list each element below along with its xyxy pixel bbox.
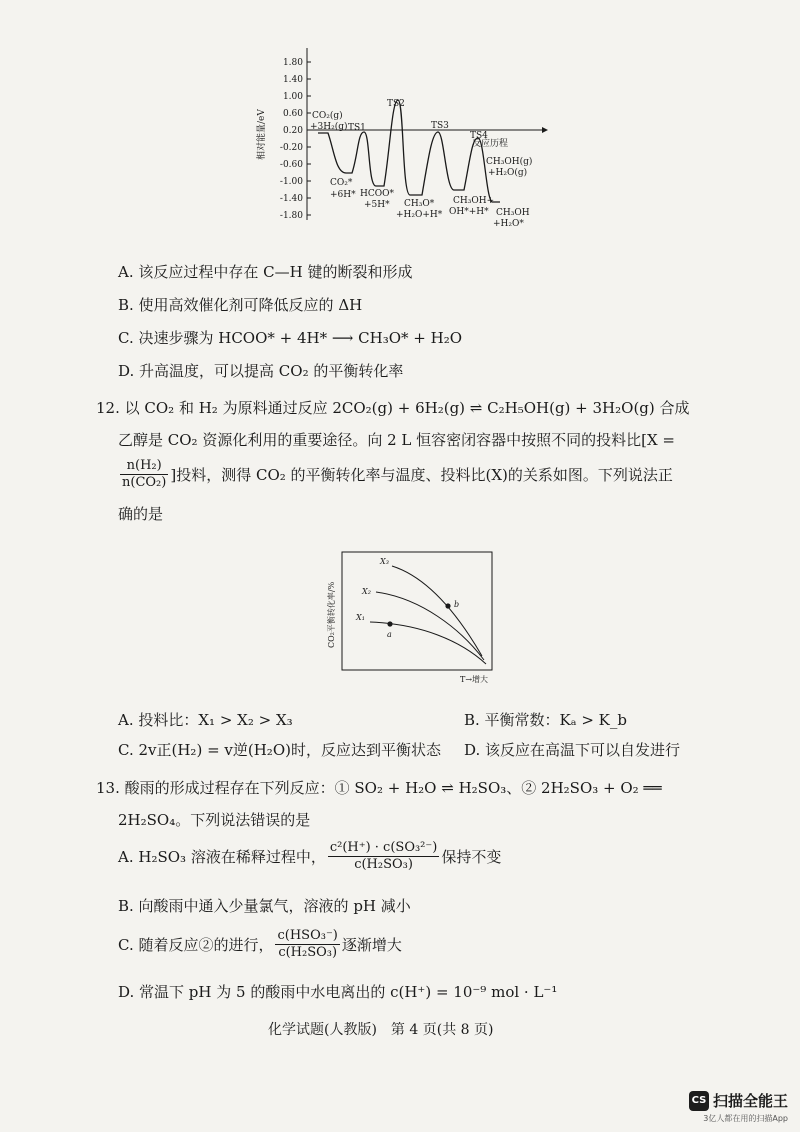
y-tick: -0.60 <box>279 160 303 170</box>
q12-option-d: D. 该反应在高温下可以自发进行 <box>464 741 681 759</box>
cs-logo-icon: CS <box>689 1091 709 1111</box>
y-tick: -1.80 <box>279 211 303 221</box>
point-a-marker <box>387 621 392 626</box>
species-label: HCOO* <box>360 189 394 199</box>
scanner-watermark <box>689 1090 788 1124</box>
q11-option-a: A. 该反应过程中存在 C—H 键的断裂和形成 <box>118 263 413 281</box>
watermark-title: 扫描全能王 <box>712 1092 788 1110</box>
fraction-numerator: c²(H⁺) · c(SO₃²⁻) <box>329 840 438 855</box>
species-label: CO₂* <box>330 178 353 188</box>
q12-stem-line2: 乙醇是 CO₂ 资源化利用的重要途径。向 2 L 恒容密闭容器中按照不同的投料比[X = <box>118 431 676 449</box>
species-label: CH₃OH(g) <box>486 157 533 167</box>
ratio-denominator: n(CO₂) <box>122 475 167 490</box>
ratio-fraction <box>120 458 168 491</box>
q12-stem-line1: 12. 以 CO₂ 和 H₂ 为原料通过反应 2CO₂(g) + 6H₂(g) ⇌ C₂H₅OH(g) + 3H₂O(g) 合成 <box>96 399 690 417</box>
species-label: +H₂O* <box>493 219 524 229</box>
q13-option-a-post: 保持不变 <box>441 848 502 866</box>
y-tick: 1.40 <box>282 75 303 85</box>
ts3-label: TS3 <box>431 121 449 131</box>
q13-option-b: B. 向酸雨中通入少量氯气，溶液的 pH 减小 <box>118 897 411 915</box>
q12-option-c: C. 2v正(H₂) = v逆(H₂O)时，反应达到平衡状态 <box>118 741 441 759</box>
conversion-vs-temperature-graph <box>320 548 500 688</box>
q13-stem-line2: 2H₂SO₄。下列说法错误的是 <box>118 811 311 829</box>
species-label: +H₂O+H* <box>396 210 443 220</box>
species-label: CH₃OH <box>496 208 530 218</box>
y-tick: 0.20 <box>282 126 303 136</box>
curve-label-x3: X₃ <box>380 557 389 566</box>
y-tick: 1.80 <box>282 58 303 68</box>
ts4-label: TS4 <box>470 131 488 141</box>
species-label: OH*+H* <box>449 207 489 217</box>
x-axis-arrow <box>542 127 548 133</box>
fraction-denominator: c(H₂SO₃) <box>278 945 338 960</box>
q11-option-d: D. 升高温度，可以提高 CO₂ 的平衡转化率 <box>118 362 404 380</box>
q13-option-a-fraction <box>328 840 440 873</box>
species-label: +5H* <box>364 200 390 210</box>
point-a-label: a <box>387 630 392 639</box>
x-axis-label: 反应历程 <box>472 139 509 149</box>
graph-y-label: CO₂平衡转化率/% <box>327 581 336 648</box>
ts1-label: TS1 <box>348 123 366 133</box>
y-tick: 1.00 <box>282 92 303 102</box>
q11-option-b: B. 使用高效催化剂可降低反应的 ΔH <box>118 296 363 314</box>
q13-option-a-pre: A. H₂SO₃ 溶液在稀释过程中， <box>118 848 326 866</box>
species-label: CH₃O* <box>404 199 435 209</box>
graph-x-label: T→增大 <box>460 675 489 684</box>
point-b-marker <box>445 603 450 608</box>
curve-label-x1: X₁ <box>356 613 365 622</box>
q12-stem-line3 <box>118 458 673 491</box>
species-label: +6H* <box>330 190 356 200</box>
y-tick: -1.00 <box>279 177 303 187</box>
y-tick: -0.20 <box>279 143 303 153</box>
q13-option-a <box>118 840 501 873</box>
point-b-label: b <box>454 600 460 609</box>
q12-option-a: A. 投料比：X₁ > X₂ > X₃ <box>118 711 293 729</box>
q12-option-b: B. 平衡常数：Kₐ > K_b <box>464 711 627 729</box>
species-label: +H₂O(g) <box>488 168 528 178</box>
q13-option-c-fraction <box>275 928 339 961</box>
ts2-label: TS2 <box>387 99 405 109</box>
q13-option-c <box>118 928 402 961</box>
q12-stem-line3-text: ]投料，测得 CO₂ 的平衡转化率与温度、投料比(X)的关系如图。下列说法正 <box>170 466 673 484</box>
y-tick: 0.60 <box>282 109 303 119</box>
q13-stem-line1: 13. 酸雨的形成过程存在下列反应：① SO₂ + H₂O ⇌ H₂SO₃、② 2H₂SO₃ + O₂ ══ <box>96 779 662 797</box>
fraction-numerator: c(HSO₃⁻) <box>277 928 338 943</box>
fraction-denominator: c(H₂SO₃) <box>354 857 413 872</box>
watermark-subtitle: 3亿人都在用的扫描App <box>703 1114 788 1123</box>
energy-profile-diagram <box>250 40 560 240</box>
q12-stem-line4: 确的是 <box>118 505 164 523</box>
y-axis-label: 相对能量/eV <box>257 109 267 160</box>
q11-option-c: C. 决速步骤为 HCOO* + 4H* ⟶ CH₃O* + H₂O <box>118 329 463 347</box>
q13-option-c-pre: C. 随着反应②的进行， <box>118 936 274 954</box>
species-label: CH₃OH+ <box>453 196 495 206</box>
q13-option-c-post: 逐渐增大 <box>341 936 402 954</box>
ratio-numerator: n(H₂) <box>120 458 168 475</box>
page-footer: 化学试题(人教版) 第 4 页(共 8 页) <box>268 1022 494 1038</box>
curve-x1 <box>370 622 486 664</box>
y-tick: -1.40 <box>279 194 303 204</box>
species-label: CO₂(g) <box>312 111 343 121</box>
curve-label-x2: X₂ <box>362 587 371 596</box>
species-label: +3H₂(g) <box>310 122 348 132</box>
graph-frame <box>342 552 492 670</box>
q13-option-d: D. 常温下 pH 为 5 的酸雨中水电离出的 c(H⁺) = 10⁻⁹ mol · L⁻¹ <box>118 983 558 1001</box>
